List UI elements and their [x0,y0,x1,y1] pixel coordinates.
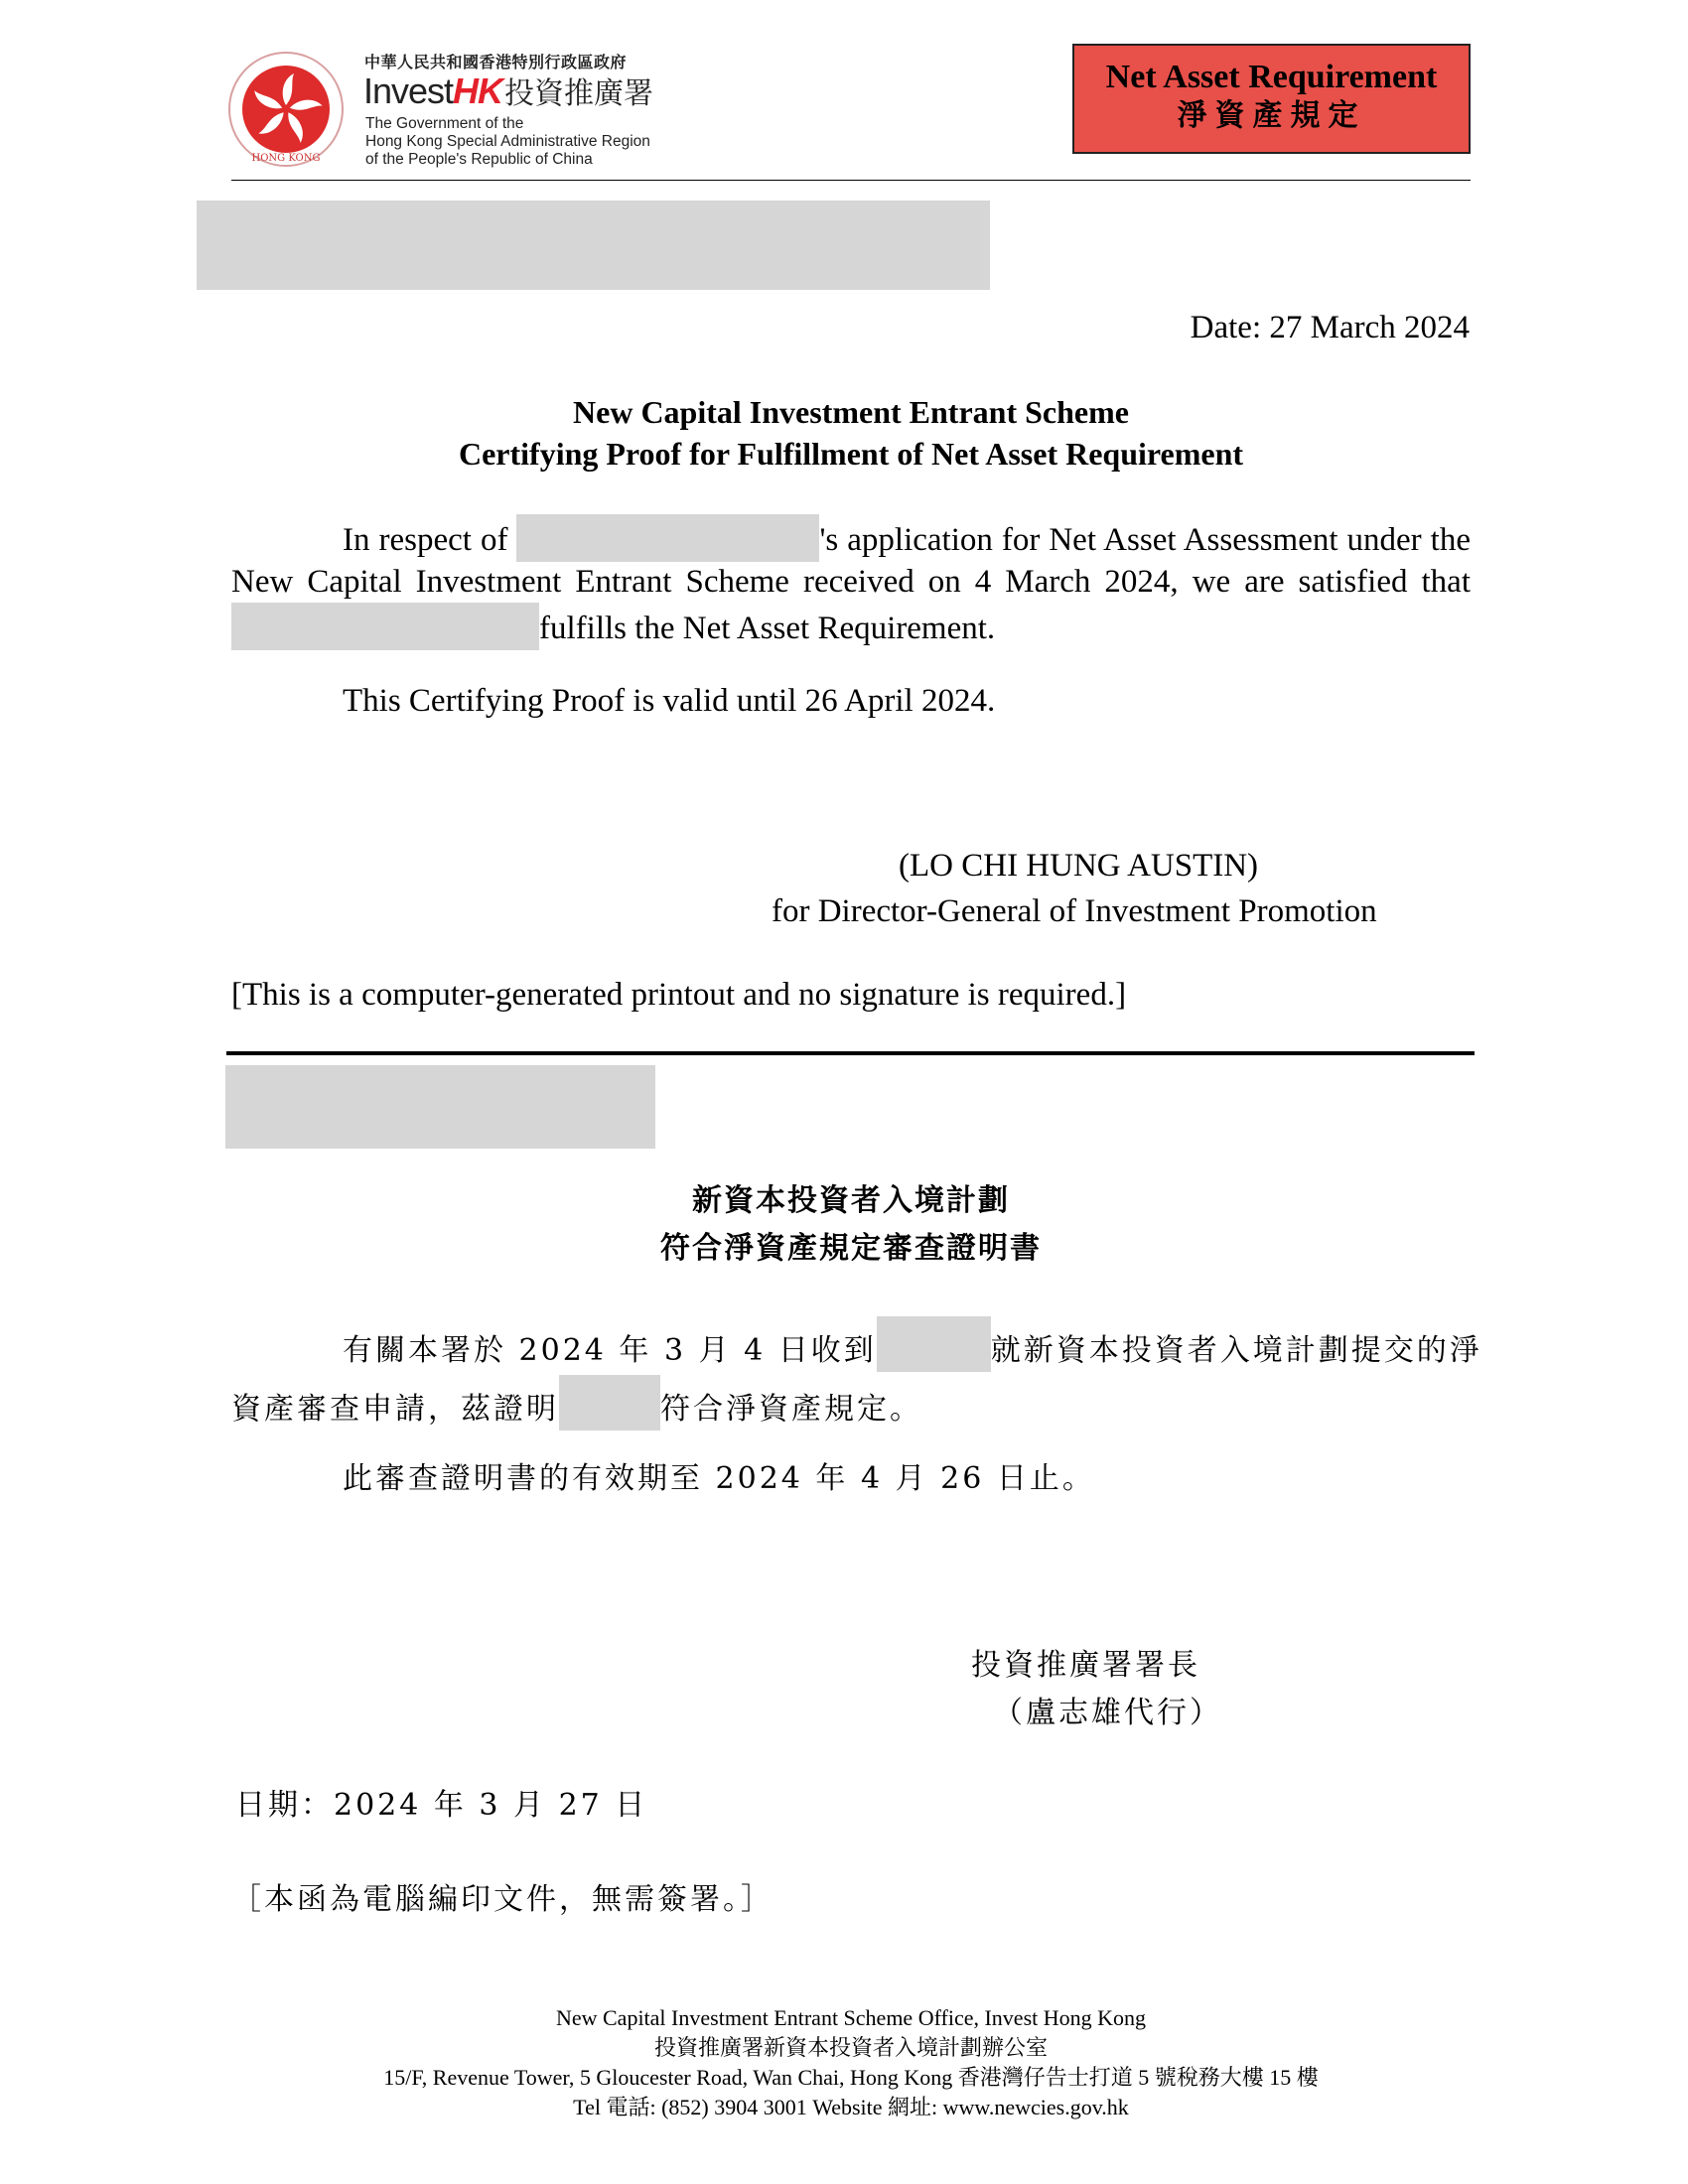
net-asset-requirement-badge [1072,44,1471,154]
signatory-title: for Director-General of Investment Promotion [772,893,1377,929]
chinese-signatory-name: （盧志雄代行） [993,1696,1222,1730]
chinese-disclaimer: ［本函為電腦編印文件，無需簽署。］ [231,1882,774,1917]
chinese-certification-paragraph: 有關本署於 2024 年 3 月 4 日收到 就新資本投資者入境計劃提交的淨資產審查申請，茲證明 符合淨資產規定。 [231,1316,1482,1433]
government-name-chinese: 中華人民共和國香港特別行政區政府 [364,53,628,71]
signatory-name: (LO CHI HUNG AUSTIN) [899,848,1259,884]
investhk-logo [363,69,653,116]
badge-chinese: 淨資產規定 [1177,98,1366,133]
english-disclaimer: [This is a computer-generated printout and no signature is required.] [231,977,1127,1013]
redacted-chinese-address-block [225,1065,655,1149]
hksar-emblem-icon [226,50,346,179]
redacted-applicant-name [877,1316,991,1372]
brand-hk: HK [453,70,503,111]
section-divider [226,1051,1475,1055]
government-name-english: The Government of the Hong Kong Special Administrative Region of the People's Republic of China [365,115,650,168]
redacted-applicant-name [516,514,819,562]
office-footer [231,2003,1471,2122]
redacted-applicant-name [231,603,539,650]
footer-office-en: New Capital Investment Entrant Scheme Office, Invest Hong Kong [555,2005,1147,2030]
english-certification-paragraph: In respect of 's application for Net Asset Assessment under the New Capital Investment Entrant Scheme received on 4 March 2024, we are satisfied that fulfills the Net Asset Requirement. [231,514,1471,650]
redacted-applicant-name [559,1375,660,1431]
chinese-date: 日期：2024 年 3 月 27 日 [235,1788,648,1823]
footer-contact: Tel 電話: (852) 3904 3001 Website 網址: www.newcies.gov.hk [573,2095,1129,2119]
english-title: New Capital Investment Entrant Scheme Certifying Proof for Fulfillment of Net Asset Requirement [458,394,1244,472]
header-divider [231,180,1471,181]
footer-office-cn: 投資推廣署新資本投資者入境計劃辦公室 [653,2035,1048,2060]
chinese-signatory-title: 投資推廣署署長 [971,1648,1200,1683]
letter-date: Date: 27 March 2024 [1190,310,1470,345]
english-validity: This Certifying Proof is valid until 26 April 2024. [343,683,996,719]
badge-english: Net Asset Requirement [1105,59,1438,95]
chinese-validity: 此審查證明書的有效期至 2024 年 4 月 26 日止。 [343,1461,1095,1496]
brand-invest: Invest [363,70,454,111]
brand-chinese: 投資推廣署 [504,76,654,111]
footer-address: 15/F, Revenue Tower, 5 Gloucester Road, Wan Chai, Hong Kong 香港灣仔告士打道 5 號稅務大樓 15 樓 [383,2065,1319,2090]
svg-text:HONG KONG: HONG KONG [251,153,321,164]
redacted-address-block [197,201,990,290]
chinese-title: 新資本投資者入境計劃 符合淨資產規定審查證明書 [660,1184,1042,1265]
